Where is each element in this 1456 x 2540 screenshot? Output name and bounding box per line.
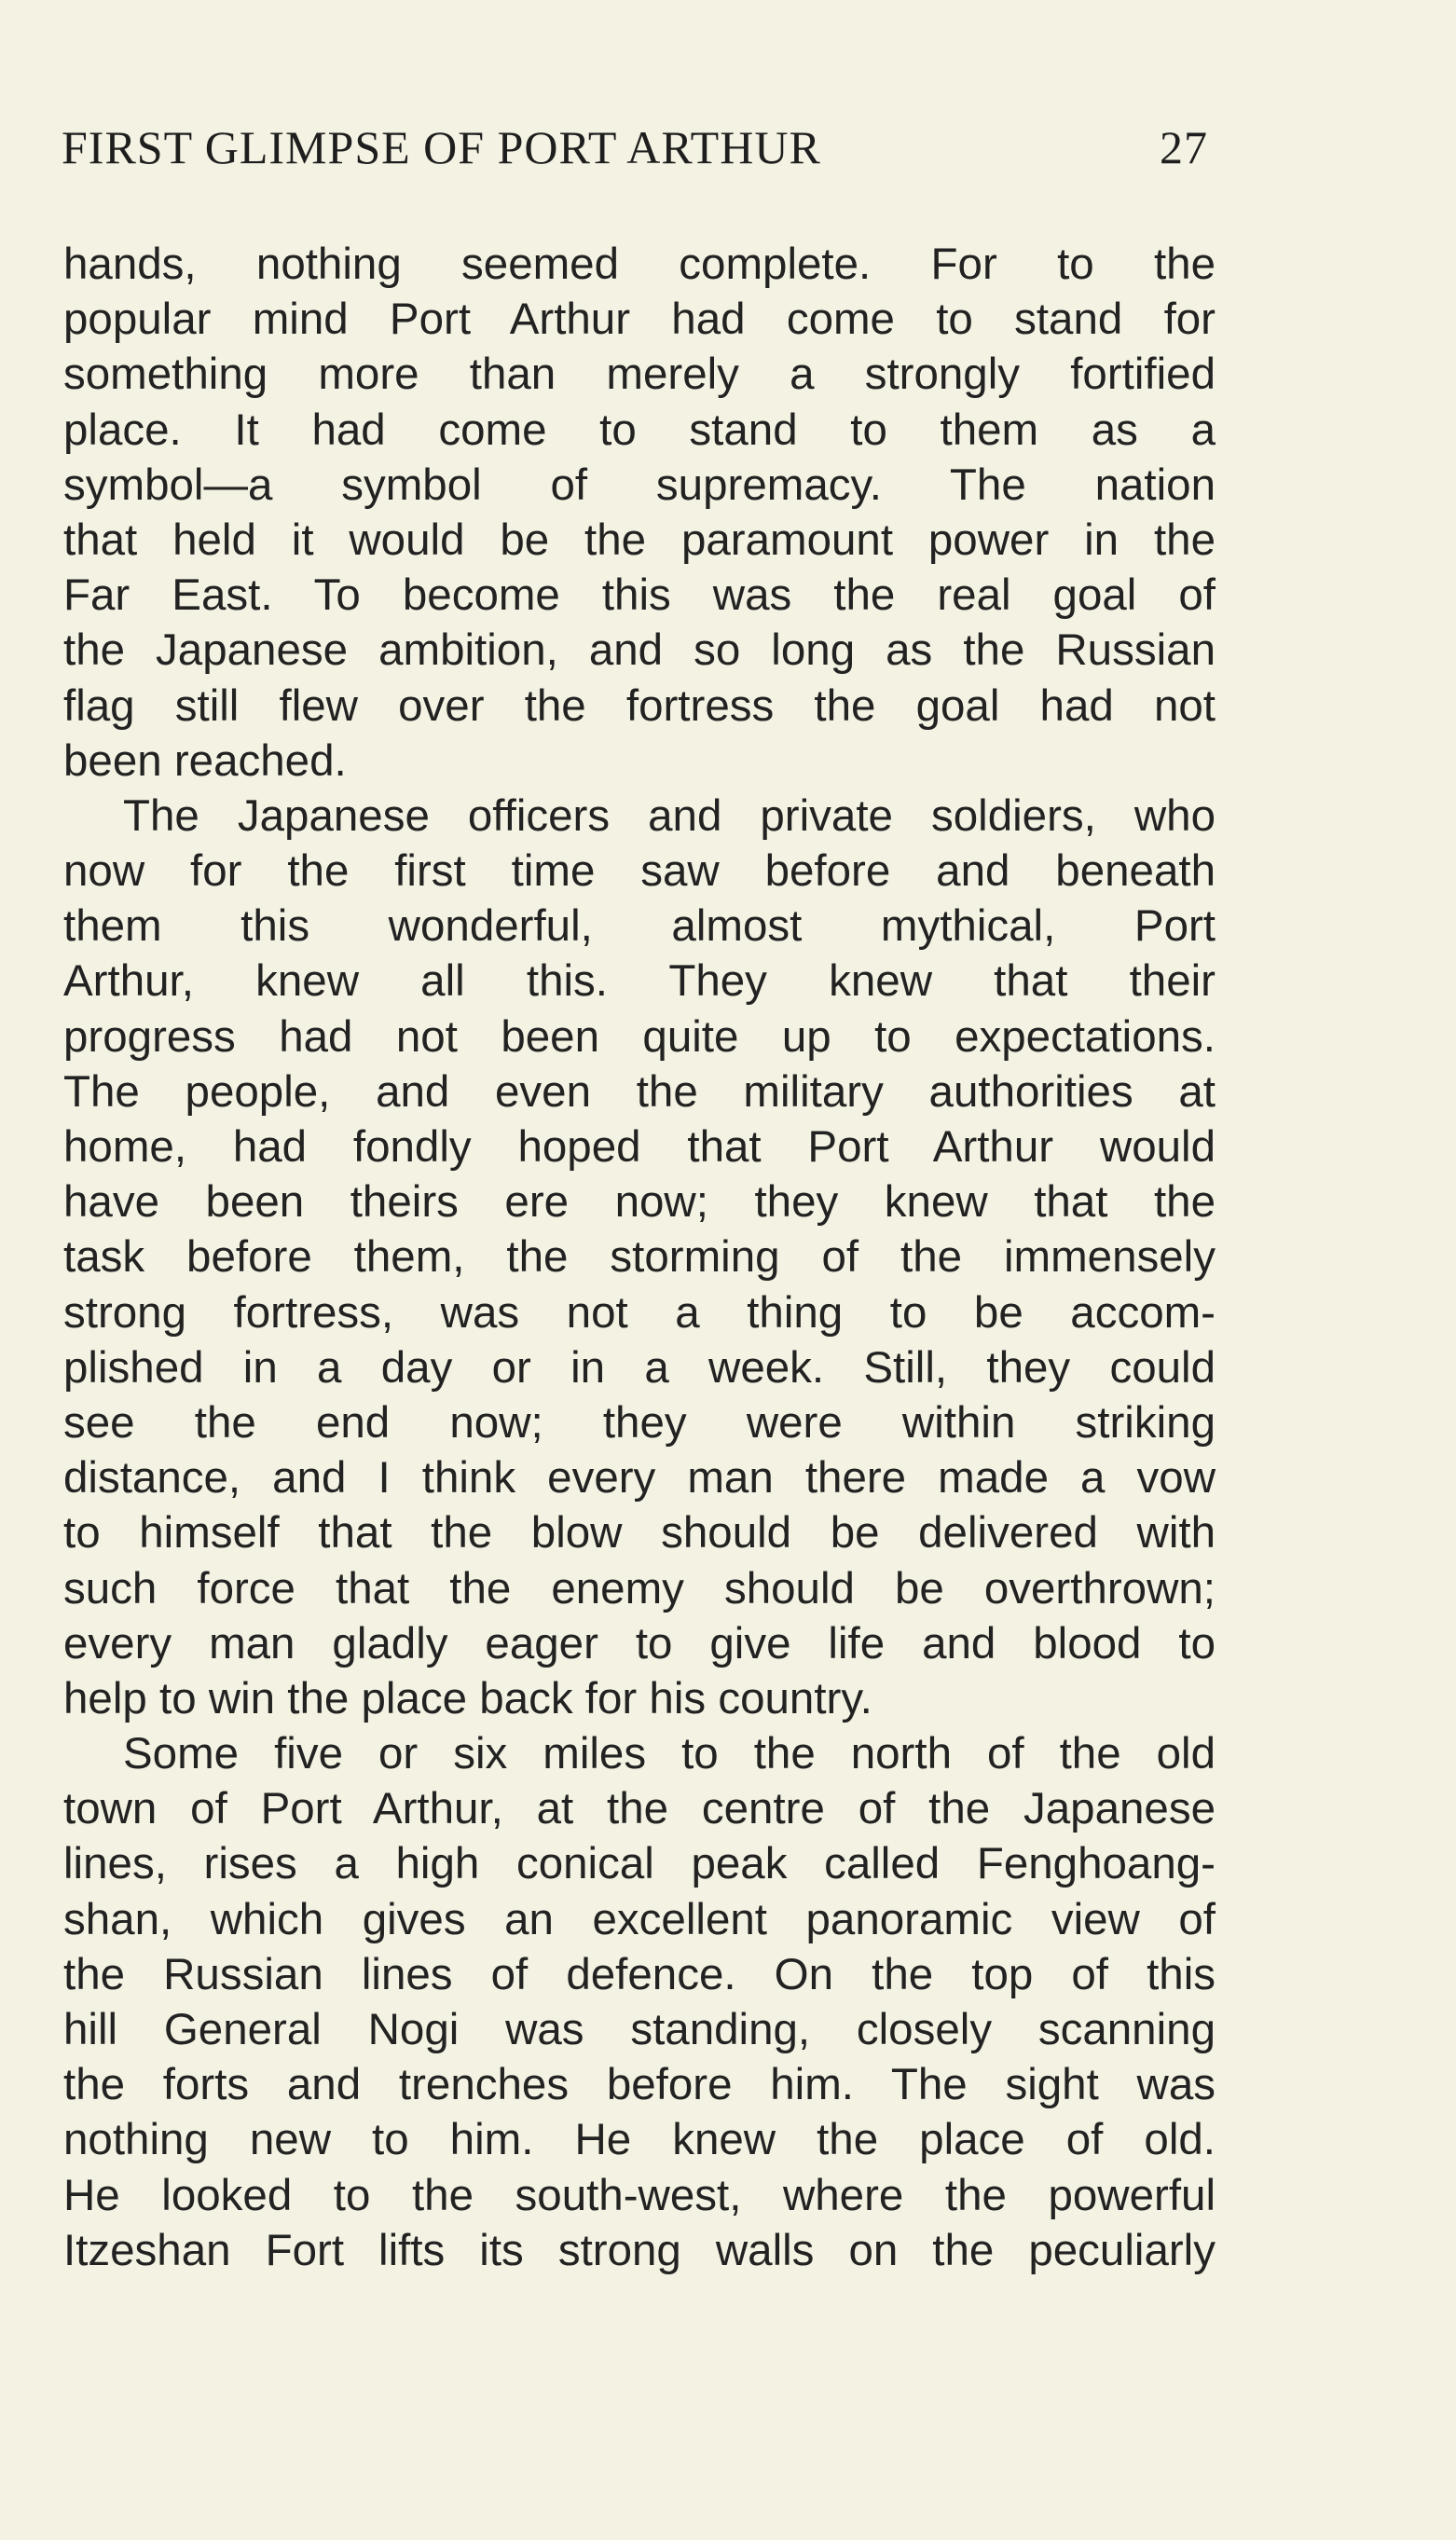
body-text: [63, 237, 1216, 2278]
text-line: the forts and trenches before him. The sight was: [63, 2060, 1216, 2110]
text-line: progress had not been quite up to expectations.: [63, 1011, 1216, 1062]
text-line: home, had fondly hoped that Port Arthur would: [63, 1122, 1216, 1172]
text-line: that held it would be the paramount power in the: [63, 515, 1216, 565]
text-line: town of Port Arthur, at the centre of the Japanese: [63, 1784, 1216, 1834]
text-line: task before them, the storming of the immensely: [63, 1232, 1216, 1283]
page-number: 27: [1160, 121, 1208, 173]
text-line: them this wonderful, almost mythical, Port: [63, 901, 1216, 952]
text-line: place. It had come to stand to them as a: [63, 405, 1216, 455]
text-line: such force that the enemy should be overthrown;: [63, 1563, 1216, 1613]
text-line: the Japanese ambition, and so long as the Russian: [63, 625, 1216, 676]
text-line: Arthur, knew all this. They knew that their: [63, 956, 1216, 1007]
text-line: to himself that the blow should be delivered with: [63, 1508, 1216, 1558]
text-line: lines, rises a high conical peak called Fenghoang-: [63, 1839, 1216, 1889]
text-line: hands, nothing seemed complete. For to the: [63, 240, 1216, 289]
text-line: nothing new to him. He knew the place of old.: [63, 2115, 1216, 2165]
text-line: The people, and even the military authorities at: [63, 1066, 1216, 1117]
text-line: now for the first time saw before and beneath: [63, 846, 1216, 897]
text-line: hill General Nogi was standing, closely scanning: [63, 2005, 1216, 2054]
text-line: help to win the place back for his country.: [63, 1673, 872, 1723]
text-line: Far East. To become this was the real goal of: [63, 570, 1216, 621]
text-line: have been theirs ere now; they knew that the: [63, 1177, 1216, 1228]
text-line: popular mind Port Arthur had come to stand for: [63, 295, 1216, 345]
text-line: Some five or six miles to the north of the old: [123, 1729, 1216, 1779]
running-head-title: FIRST GLIMPSE OF PORT ARTHUR: [62, 121, 821, 173]
text-line: flag still flew over the fortress the goal had not: [63, 680, 1216, 731]
text-line: something more than merely a strongly fortified: [63, 350, 1216, 400]
text-line: been reached.: [63, 735, 347, 786]
text-line: every man gladly eager to give life and blood to: [63, 1618, 1216, 1668]
text-line: Itzeshan Fort lifts its strong walls on the peculiarly: [63, 2225, 1216, 2275]
text-line: the Russian lines of defence. On the top of this: [63, 1949, 1216, 1999]
text-line: distance, and I think every man there made a vow: [63, 1453, 1216, 1503]
running-head: [62, 119, 1208, 175]
text-line: He looked to the south-west, where the powerful: [63, 2170, 1216, 2220]
text-line: see the end now; they were within striking: [63, 1397, 1216, 1448]
text-line: The Japanese officers and private soldiers, who: [123, 790, 1216, 841]
text-line: plished in a day or in a week. Still, they could: [63, 1342, 1216, 1393]
text-line: strong fortress, was not a thing to be accom-: [63, 1287, 1216, 1338]
text-line: shan, which gives an excellent panoramic view of: [63, 1894, 1216, 1944]
text-line: symbol—a symbol of supremacy. The nation: [63, 460, 1216, 510]
